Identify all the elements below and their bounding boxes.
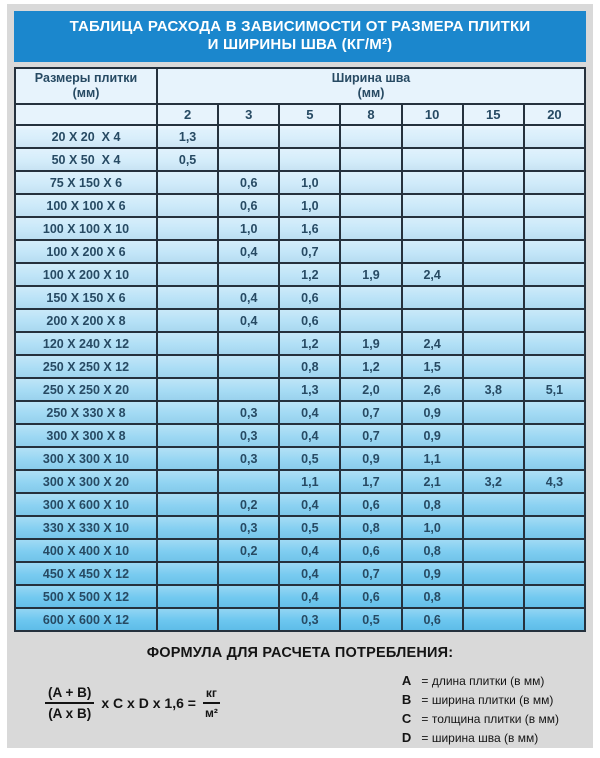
consumption-value-cell: 1,0 bbox=[218, 217, 279, 240]
consumption-value-cell: 0,4 bbox=[279, 424, 340, 447]
consumption-value-cell bbox=[279, 125, 340, 148]
table-header-row bbox=[15, 68, 585, 104]
tile-size-label: 300 X 300 X 10 bbox=[15, 447, 157, 470]
consumption-value-cell bbox=[463, 125, 524, 148]
consumption-value-cell bbox=[157, 309, 218, 332]
consumption-value-cell bbox=[157, 493, 218, 516]
consumption-table bbox=[14, 67, 586, 632]
table-row bbox=[15, 355, 585, 378]
legend-letter: A bbox=[401, 673, 412, 688]
consumption-value-cell: 4,3 bbox=[524, 470, 585, 493]
table-row bbox=[15, 516, 585, 539]
tile-size-label: 600 X 600 X 12 bbox=[15, 608, 157, 631]
tile-size-label: 400 X 400 X 10 bbox=[15, 539, 157, 562]
consumption-value-cell bbox=[218, 470, 279, 493]
consumption-value-cell: 2,4 bbox=[402, 332, 463, 355]
table-row bbox=[15, 171, 585, 194]
consumption-value-cell: 0,5 bbox=[279, 516, 340, 539]
formula-result-fraction bbox=[203, 686, 220, 720]
consumption-value-cell: 0,4 bbox=[218, 240, 279, 263]
consumption-value-cell bbox=[463, 286, 524, 309]
seam-width-col-header: 3 bbox=[218, 104, 279, 125]
consumption-value-cell bbox=[402, 309, 463, 332]
tile-size-label: 500 X 500 X 12 bbox=[15, 585, 157, 608]
table-row bbox=[15, 401, 585, 424]
consumption-value-cell bbox=[524, 401, 585, 424]
consumption-value-cell bbox=[279, 148, 340, 171]
consumption-value-cell bbox=[218, 263, 279, 286]
consumption-value-cell bbox=[524, 309, 585, 332]
seam-width-col-header: 8 bbox=[340, 104, 401, 125]
legend-letter: B bbox=[401, 692, 412, 707]
formula-area bbox=[7, 661, 593, 746]
consumption-value-cell bbox=[524, 125, 585, 148]
consumption-value-cell bbox=[463, 194, 524, 217]
consumption-value-cell: 0,3 bbox=[218, 401, 279, 424]
consumption-value-cell bbox=[402, 148, 463, 171]
consumption-value-cell: 0,8 bbox=[402, 539, 463, 562]
consumption-value-cell: 0,3 bbox=[218, 424, 279, 447]
consumption-value-cell bbox=[340, 194, 401, 217]
consumption-value-cell: 0,8 bbox=[402, 585, 463, 608]
consumption-value-cell bbox=[463, 332, 524, 355]
consumption-value-cell bbox=[402, 194, 463, 217]
consumption-value-cell bbox=[157, 240, 218, 263]
consumption-value-cell bbox=[157, 562, 218, 585]
consumption-value-cell bbox=[524, 562, 585, 585]
table-row bbox=[15, 447, 585, 470]
consumption-value-cell: 0,6 bbox=[218, 171, 279, 194]
consumption-value-cell: 1,1 bbox=[402, 447, 463, 470]
tile-size-label: 200 X 200 X 8 bbox=[15, 309, 157, 332]
tile-size-label: 450 X 450 X 12 bbox=[15, 562, 157, 585]
table-row bbox=[15, 125, 585, 148]
consumption-value-cell bbox=[524, 217, 585, 240]
consumption-value-cell bbox=[524, 424, 585, 447]
table-row bbox=[15, 493, 585, 516]
consumption-value-cell: 2,4 bbox=[402, 263, 463, 286]
legend-text: ширина плитки (в мм) bbox=[431, 693, 554, 707]
consumption-value-cell: 0,5 bbox=[340, 608, 401, 631]
consumption-value-cell bbox=[402, 286, 463, 309]
consumption-value-cell: 1,2 bbox=[279, 332, 340, 355]
consumption-value-cell bbox=[402, 171, 463, 194]
consumption-table-head bbox=[15, 68, 585, 125]
tile-sizes-header bbox=[15, 68, 157, 104]
consumption-value-cell bbox=[402, 125, 463, 148]
formula-legend bbox=[402, 673, 559, 746]
consumption-value-cell: 1,2 bbox=[340, 355, 401, 378]
consumption-value-cell: 0,6 bbox=[279, 309, 340, 332]
legend-item bbox=[402, 730, 559, 746]
formula-middle: x C x D x 1,6 = bbox=[101, 695, 196, 711]
empty-corner-cell bbox=[15, 104, 157, 125]
tile-size-label: 100 X 100 X 10 bbox=[15, 217, 157, 240]
tile-size-label: 250 X 250 X 12 bbox=[15, 355, 157, 378]
seam-width-values-row bbox=[15, 104, 585, 125]
legend-item bbox=[402, 692, 559, 708]
consumption-value-cell: 0,4 bbox=[279, 493, 340, 516]
legend-equals: = bbox=[421, 731, 429, 745]
consumption-value-cell bbox=[218, 148, 279, 171]
tile-sizes-header-line2: (мм) bbox=[72, 86, 100, 100]
gray-panel bbox=[7, 4, 593, 748]
consumption-value-cell: 0,6 bbox=[340, 493, 401, 516]
consumption-value-cell: 0,9 bbox=[340, 447, 401, 470]
tile-size-label: 100 X 200 X 6 bbox=[15, 240, 157, 263]
consumption-value-cell bbox=[524, 332, 585, 355]
consumption-value-cell: 0,5 bbox=[279, 447, 340, 470]
consumption-value-cell bbox=[524, 516, 585, 539]
consumption-value-cell: 0,8 bbox=[402, 493, 463, 516]
consumption-value-cell: 0,9 bbox=[402, 562, 463, 585]
consumption-value-cell bbox=[524, 493, 585, 516]
consumption-value-cell bbox=[157, 263, 218, 286]
consumption-value-cell bbox=[340, 286, 401, 309]
seam-width-col-header: 15 bbox=[463, 104, 524, 125]
formula-fraction bbox=[45, 685, 94, 721]
consumption-value-cell bbox=[218, 562, 279, 585]
table-row bbox=[15, 585, 585, 608]
consumption-value-cell: 1,0 bbox=[279, 171, 340, 194]
consumption-value-cell: 0,3 bbox=[279, 608, 340, 631]
tile-size-label: 300 X 300 X 20 bbox=[15, 470, 157, 493]
consumption-value-cell: 0,6 bbox=[340, 539, 401, 562]
consumption-value-cell: 0,7 bbox=[340, 401, 401, 424]
tile-size-label: 75 X 150 X 6 bbox=[15, 171, 157, 194]
consumption-value-cell bbox=[157, 608, 218, 631]
consumption-value-cell bbox=[218, 332, 279, 355]
consumption-value-cell bbox=[463, 608, 524, 631]
consumption-value-cell bbox=[463, 263, 524, 286]
title-line-2: И ШИРИНЫ ШВА (КГ/М²) bbox=[207, 36, 393, 53]
consumption-value-cell bbox=[524, 263, 585, 286]
tile-size-label: 150 X 150 X 6 bbox=[15, 286, 157, 309]
consumption-value-cell bbox=[340, 309, 401, 332]
consumption-value-cell bbox=[157, 171, 218, 194]
consumption-value-cell: 0,6 bbox=[402, 608, 463, 631]
consumption-value-cell bbox=[157, 585, 218, 608]
consumption-value-cell: 0,2 bbox=[218, 493, 279, 516]
table-row bbox=[15, 608, 585, 631]
seam-width-col-header: 20 bbox=[524, 104, 585, 125]
seam-width-col-header: 2 bbox=[157, 104, 218, 125]
formula-result-numerator: кг bbox=[203, 686, 220, 704]
consumption-value-cell bbox=[157, 447, 218, 470]
consumption-value-cell: 0,8 bbox=[340, 516, 401, 539]
consumption-value-cell: 2,6 bbox=[402, 378, 463, 401]
consumption-value-cell bbox=[463, 240, 524, 263]
consumption-value-cell bbox=[340, 171, 401, 194]
consumption-value-cell bbox=[157, 217, 218, 240]
consumption-value-cell: 0,3 bbox=[218, 516, 279, 539]
consumption-value-cell: 0,3 bbox=[218, 447, 279, 470]
table-row bbox=[15, 378, 585, 401]
tile-size-label: 100 X 200 X 10 bbox=[15, 263, 157, 286]
legend-item bbox=[402, 711, 559, 727]
legend-equals: = bbox=[421, 712, 429, 726]
consumption-value-cell bbox=[340, 148, 401, 171]
consumption-table-body bbox=[15, 125, 585, 631]
consumption-value-cell bbox=[463, 171, 524, 194]
consumption-value-cell bbox=[463, 562, 524, 585]
consumption-value-cell: 0,4 bbox=[279, 539, 340, 562]
seam-width-header-line1: Ширина шва bbox=[331, 71, 411, 85]
consumption-value-cell bbox=[218, 585, 279, 608]
consumption-value-cell: 0,7 bbox=[340, 562, 401, 585]
table-row bbox=[15, 332, 585, 355]
consumption-value-cell: 2,0 bbox=[340, 378, 401, 401]
consumption-value-cell bbox=[524, 148, 585, 171]
consumption-value-cell bbox=[157, 286, 218, 309]
consumption-value-cell bbox=[218, 125, 279, 148]
consumption-value-cell bbox=[340, 125, 401, 148]
tile-size-label: 120 X 240 X 12 bbox=[15, 332, 157, 355]
consumption-value-cell bbox=[157, 470, 218, 493]
consumption-value-cell bbox=[463, 585, 524, 608]
consumption-value-cell bbox=[463, 447, 524, 470]
consumption-value-cell: 0,4 bbox=[279, 401, 340, 424]
table-row bbox=[15, 217, 585, 240]
consumption-value-cell bbox=[463, 424, 524, 447]
consumption-value-cell: 1,9 bbox=[340, 332, 401, 355]
table-row bbox=[15, 286, 585, 309]
consumption-value-cell bbox=[218, 355, 279, 378]
table-row bbox=[15, 194, 585, 217]
consumption-value-cell bbox=[157, 401, 218, 424]
title-banner bbox=[14, 11, 586, 62]
legend-equals: = bbox=[421, 693, 429, 707]
consumption-value-cell: 0,9 bbox=[402, 424, 463, 447]
tile-size-label: 300 X 300 X 8 bbox=[15, 424, 157, 447]
seam-width-group-header bbox=[157, 68, 585, 104]
legend-text: ширина шва (в мм) bbox=[431, 731, 539, 745]
legend-text: толщина плитки (в мм) bbox=[431, 712, 559, 726]
tile-size-label: 20 X 20 X 4 bbox=[15, 125, 157, 148]
tile-size-label: 100 X 100 X 6 bbox=[15, 194, 157, 217]
legend-letter: C bbox=[401, 711, 412, 726]
tile-size-label: 250 X 330 X 8 bbox=[15, 401, 157, 424]
formula-result-denominator: м² bbox=[204, 706, 218, 720]
consumption-value-cell bbox=[524, 286, 585, 309]
consumption-value-cell bbox=[524, 240, 585, 263]
table-row bbox=[15, 470, 585, 493]
consumption-value-cell: 1,5 bbox=[402, 355, 463, 378]
consumption-value-cell: 0,4 bbox=[279, 585, 340, 608]
formula-section-title: ФОРМУЛА ДЛЯ РАСЧЕТА ПОТРЕБЛЕНИЯ: bbox=[146, 645, 454, 661]
consumption-value-cell: 0,7 bbox=[279, 240, 340, 263]
tile-size-label: 50 X 50 X 4 bbox=[15, 148, 157, 171]
consumption-value-cell bbox=[463, 217, 524, 240]
consumption-value-cell: 0,6 bbox=[218, 194, 279, 217]
consumption-value-cell bbox=[463, 148, 524, 171]
consumption-value-cell: 5,1 bbox=[524, 378, 585, 401]
consumption-value-cell bbox=[157, 516, 218, 539]
consumption-value-cell bbox=[157, 378, 218, 401]
tile-size-label: 330 X 330 X 10 bbox=[15, 516, 157, 539]
legend-equals: = bbox=[421, 674, 429, 688]
consumption-value-cell: 1,3 bbox=[157, 125, 218, 148]
seam-width-header-line2: (мм) bbox=[357, 86, 385, 100]
consumption-value-cell bbox=[524, 355, 585, 378]
consumption-value-cell bbox=[524, 447, 585, 470]
legend-item bbox=[402, 673, 559, 689]
seam-width-col-header: 5 bbox=[279, 104, 340, 125]
consumption-value-cell bbox=[463, 355, 524, 378]
consumption-value-cell bbox=[463, 516, 524, 539]
consumption-value-cell: 0,6 bbox=[279, 286, 340, 309]
consumption-value-cell bbox=[340, 240, 401, 263]
consumption-value-cell bbox=[524, 608, 585, 631]
table-row bbox=[15, 148, 585, 171]
tile-sizes-header-line1: Размеры плитки bbox=[34, 71, 138, 85]
tile-size-label: 250 X 250 X 20 bbox=[15, 378, 157, 401]
consumption-value-cell bbox=[463, 493, 524, 516]
consumption-value-cell: 3,8 bbox=[463, 378, 524, 401]
consumption-value-cell bbox=[157, 424, 218, 447]
consumption-value-cell: 1,2 bbox=[279, 263, 340, 286]
consumption-value-cell bbox=[402, 240, 463, 263]
consumption-value-cell: 1,7 bbox=[340, 470, 401, 493]
consumption-value-cell bbox=[157, 194, 218, 217]
consumption-value-cell bbox=[157, 355, 218, 378]
consumption-value-cell: 1,6 bbox=[279, 217, 340, 240]
table-row bbox=[15, 424, 585, 447]
consumption-value-cell bbox=[218, 608, 279, 631]
consumption-value-cell: 0,6 bbox=[340, 585, 401, 608]
consumption-value-cell bbox=[463, 401, 524, 424]
table-row bbox=[15, 240, 585, 263]
formula-numerator: (A + B) bbox=[45, 685, 94, 704]
consumption-value-cell bbox=[524, 194, 585, 217]
tile-size-label: 300 X 600 X 10 bbox=[15, 493, 157, 516]
consumption-value-cell: 0,7 bbox=[340, 424, 401, 447]
formula-denominator: (A x B) bbox=[48, 706, 92, 721]
consumption-formula bbox=[45, 685, 220, 721]
consumption-value-cell: 0,9 bbox=[402, 401, 463, 424]
consumption-value-cell: 0,4 bbox=[218, 286, 279, 309]
consumption-value-cell bbox=[463, 309, 524, 332]
consumption-value-cell bbox=[524, 585, 585, 608]
table-row bbox=[15, 539, 585, 562]
consumption-value-cell bbox=[524, 539, 585, 562]
consumption-value-cell bbox=[463, 539, 524, 562]
consumption-value-cell: 0,8 bbox=[279, 355, 340, 378]
consumption-value-cell bbox=[402, 217, 463, 240]
consumption-value-cell: 2,1 bbox=[402, 470, 463, 493]
consumption-value-cell: 1,1 bbox=[279, 470, 340, 493]
table-row bbox=[15, 309, 585, 332]
consumption-value-cell: 1,9 bbox=[340, 263, 401, 286]
consumption-value-cell: 1,0 bbox=[279, 194, 340, 217]
consumption-value-cell: 0,2 bbox=[218, 539, 279, 562]
consumption-value-cell: 3,2 bbox=[463, 470, 524, 493]
consumption-value-cell bbox=[340, 217, 401, 240]
consumption-value-cell: 1,0 bbox=[402, 516, 463, 539]
title-line-1: ТАБЛИЦА РАСХОДА В ЗАВИСИМОСТИ ОТ РАЗМЕРА ПЛИТКИ bbox=[69, 18, 531, 35]
seam-width-col-header: 10 bbox=[402, 104, 463, 125]
consumption-value-cell bbox=[157, 539, 218, 562]
consumption-value-cell bbox=[524, 171, 585, 194]
consumption-value-cell bbox=[157, 332, 218, 355]
consumption-value-cell: 1,3 bbox=[279, 378, 340, 401]
consumption-value-cell bbox=[218, 378, 279, 401]
consumption-value-cell: 0,4 bbox=[218, 309, 279, 332]
table-row bbox=[15, 263, 585, 286]
consumption-value-cell: 0,4 bbox=[279, 562, 340, 585]
legend-text: длина плитки (в мм) bbox=[431, 674, 545, 688]
legend-letter: D bbox=[401, 730, 412, 745]
consumption-value-cell: 0,5 bbox=[157, 148, 218, 171]
table-row bbox=[15, 562, 585, 585]
